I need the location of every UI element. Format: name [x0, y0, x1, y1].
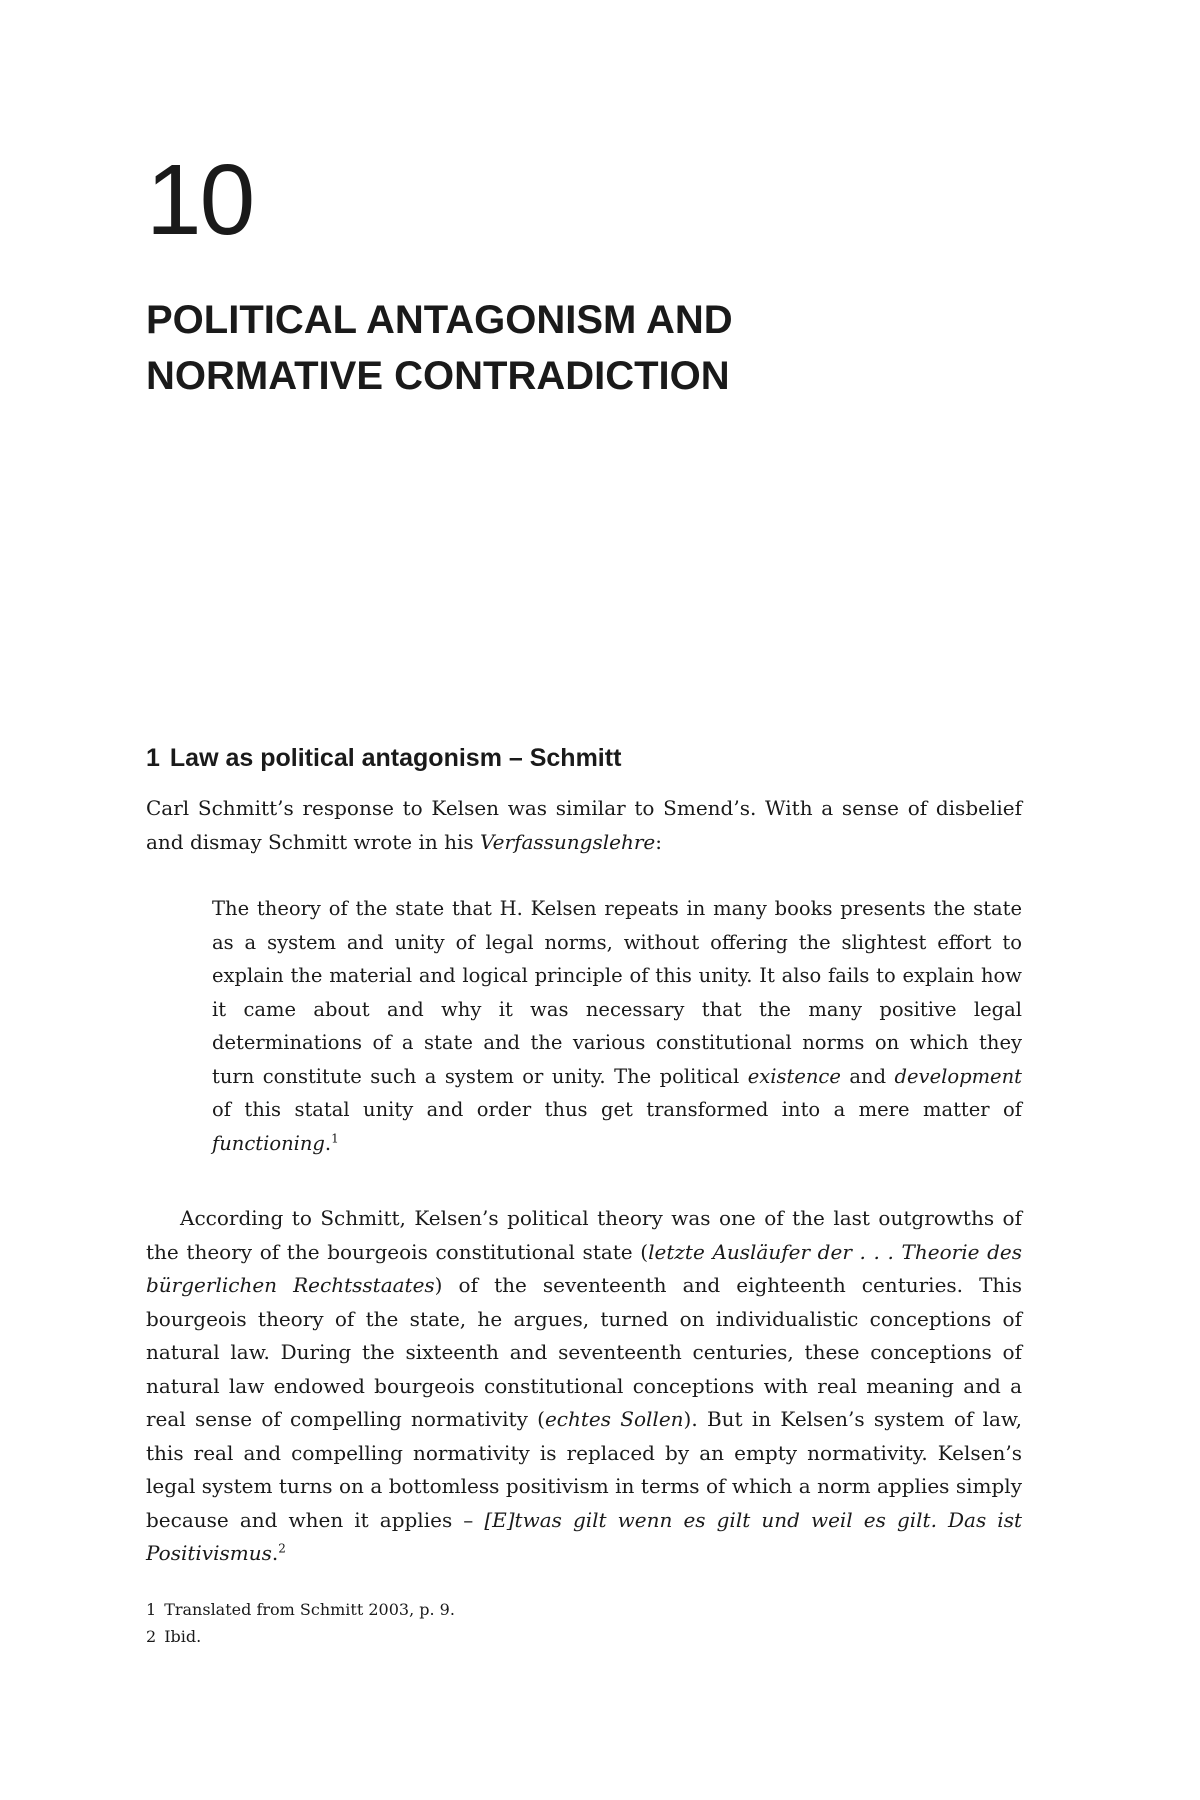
quote-em-development: development	[894, 1064, 1022, 1088]
section-heading	[146, 738, 1046, 778]
footnotes	[146, 1596, 1022, 1650]
paragraph-2-part-4: .	[271, 1541, 279, 1565]
paragraph-2-part-2: ) of the seventeenth and eighteenth centuries. This bourgeois theory of the state, he argues, turned on individualistic conceptions of natural law. During the sixteenth and seventeenth centuries, these conceptions of natural law endowed bourgeois constitutional conceptions with real meaning and a real sense of compelling normativity (	[146, 1273, 1022, 1431]
footnote-text: Ibid.	[164, 1627, 202, 1646]
footnote-2	[146, 1623, 1022, 1650]
footnote-number: 2	[146, 1627, 157, 1646]
quote-em-existence: existence	[747, 1064, 841, 1088]
paragraph-1-end: :	[655, 829, 662, 854]
paragraph-2-em-2: echtes Sollen	[544, 1407, 684, 1431]
chapter-title-line-1: POLITICAL ANTAGONISM AND	[146, 298, 733, 342]
paragraph-2-part-3: ). But in Kelsen’s system of law, this real and compelling normativity is replaced by an empty normativity. Kelsen’s legal system turns on a bottomless positivism in terms of which a norm applies simply because and when it applies –	[146, 1407, 1022, 1532]
chapter-title-line-2: NORMATIVE CONTRADICTION	[146, 354, 730, 398]
paragraph-1-text: Carl Schmitt’s response to Kelsen was similar to Smend’s. With a sense of disbelief and dismay Schmitt wrote in his	[146, 796, 1022, 854]
quote-part-4: .	[324, 1131, 332, 1155]
footnote-ref-2[interactable]: 2	[278, 1541, 286, 1556]
quote-part-2: and	[840, 1064, 895, 1088]
chapter-number: 10	[146, 144, 254, 256]
footnote-number: 1	[146, 1600, 157, 1619]
quote-part-1: The theory of the state that H. Kelsen repeats in many books presents the state as a system and unity of legal norms, without offering the slightest effort to explain the material and logical principle of this unity. It also fails to explain how it came about and why it was necessary that the many positive legal determinations of a state and the various constitutional norms on which they turn constitute such a system or unity. The political	[212, 897, 1022, 1088]
book-title: Verfassungslehre	[480, 829, 656, 854]
quote-em-functioning: functioning	[212, 1131, 325, 1155]
paragraph-2	[146, 1202, 1022, 1571]
footnote-ref-1[interactable]: 1	[331, 1131, 339, 1145]
paragraph-2-em-3: [E]twas gilt wenn es gilt und weil es gilt. Das ist Positivismus	[146, 1507, 1022, 1565]
footnote-1	[146, 1596, 1022, 1623]
chapter-title	[146, 292, 1046, 404]
quote-part-3: of this statal unity and order thus get transformed into a mere matter of	[212, 1098, 1022, 1121]
paragraph-1	[146, 792, 1022, 859]
paragraph-2-em-1: letzte Ausläufer der . . . Theorie des bürgerlichen Rechtsstaates	[146, 1239, 1022, 1297]
section-title: Law as political antagonism – Schmitt	[169, 744, 622, 772]
footnote-text: Translated from Schmitt 2003, p. 9.	[164, 1600, 455, 1619]
paragraph-2-part-1: According to Schmitt, Kelsen’s political theory was one of the last outgrowths of the theory of the bourgeois constitutional state (	[146, 1206, 1022, 1264]
block-quote	[212, 892, 1022, 1160]
section-number: 1	[146, 744, 160, 772]
